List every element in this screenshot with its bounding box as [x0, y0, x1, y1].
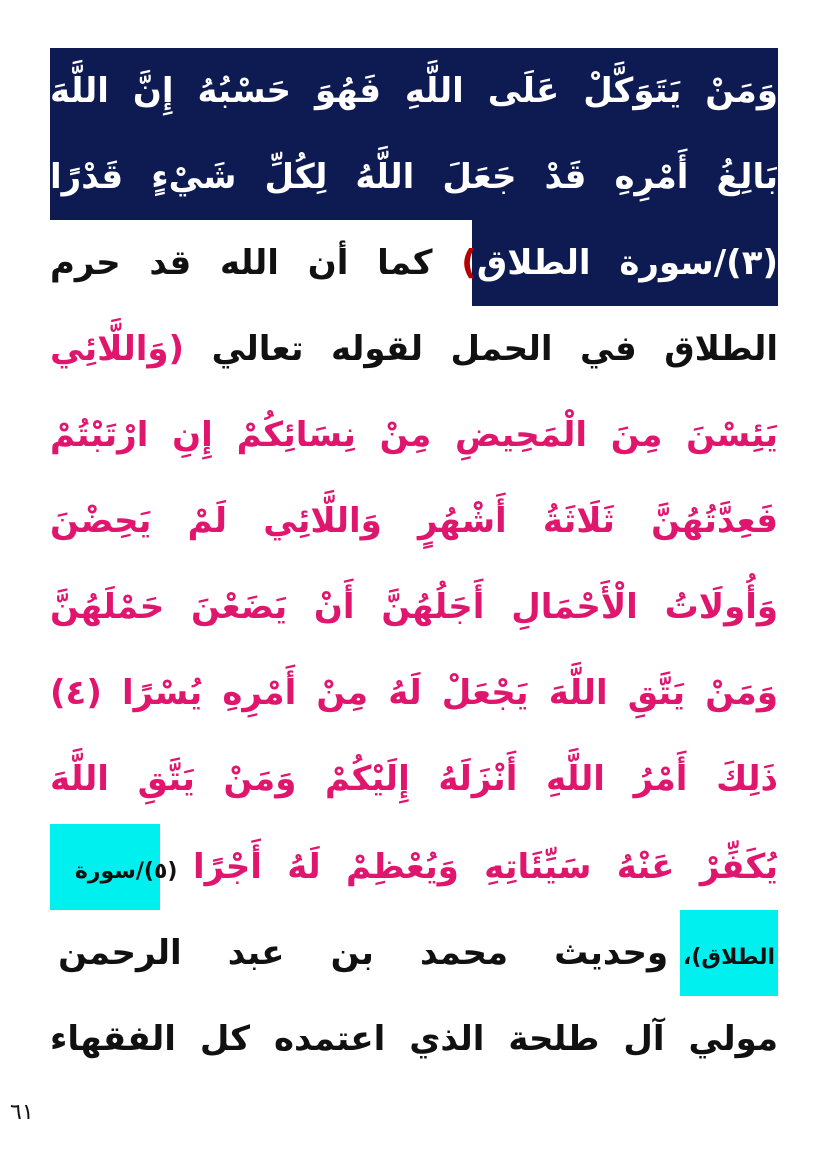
quran-line-7 [50, 564, 778, 650]
surah-reference: (٥)/سورة [74, 859, 178, 884]
verse-line-2 [50, 134, 778, 220]
text-line-4 [50, 306, 778, 392]
text-line-11 [50, 910, 778, 996]
quran-quote: يُكَفِّرْ عَنْهُ سَيِّئَاتِهِ وَيُعْظِمْ لَهُ أَجْرًا [193, 847, 778, 887]
body-text: كما أن الله قد حرم [50, 243, 433, 283]
quran-line-8 [50, 650, 778, 736]
verse-text: بَالِغُ أَمْرِهِ قَدْ جَعَلَ اللَّهُ لِكُلِّ شَيْءٍ قَدْرًا [50, 157, 778, 197]
text-line-12 [50, 996, 778, 1082]
body-text: الطلاق في الحمل لقوله تعالي [211, 329, 778, 369]
text-line-3 [50, 220, 778, 306]
quran-line-5 [50, 392, 778, 478]
quran-quote: فَعِدَّتُهُنَّ ثَلَاثَةُ أَشْهُرٍ وَاللَّائِي لَمْ يَحِضْنَ [50, 501, 778, 541]
verse-text: وَمَنْ يَتَوَكَّلْ عَلَى اللَّهِ فَهُوَ حَسْبُهُ إِنَّ اللَّهَ [50, 71, 778, 111]
surah-reference: (٣)/سورة الطلاق [476, 243, 778, 283]
quran-quote: (وَاللَّائِي [50, 329, 185, 369]
body-text: مولي آل طلحة الذي اعتمده كل الفقهاء [50, 1019, 778, 1059]
surah-reference: الطلاق)، [682, 945, 776, 970]
closing-parenthesis: ) [461, 243, 477, 283]
quran-quote: يَئِسْنَ مِنَ الْمَحِيضِ مِنْ نِسَائِكُمْ إِنِ ارْتَبْتُمْ [50, 415, 778, 455]
quran-line-10 [50, 824, 778, 910]
quran-quote: ذَلِكَ أَمْرُ اللَّهِ أَنْزَلَهُ إِلَيْكُمْ وَمَنْ يَتَّقِ اللَّهَ [50, 759, 778, 799]
page-number: ٦١ [10, 1100, 34, 1125]
body-text: وحديث محمد بن عبد الرحمن [58, 933, 669, 973]
quran-line-9 [50, 736, 778, 822]
quran-quote: وَأُولَاتُ الْأَحْمَالِ أَجَلُهُنَّ أَنْ يَضَعْنَ حَمْلَهُنَّ [50, 587, 778, 627]
verse-line-1 [50, 48, 778, 134]
quran-line-6 [50, 478, 778, 564]
quran-quote: وَمَنْ يَتَّقِ اللَّهَ يَجْعَلْ لَهُ مِنْ أَمْرِهِ يُسْرًا (٤) [50, 673, 778, 713]
